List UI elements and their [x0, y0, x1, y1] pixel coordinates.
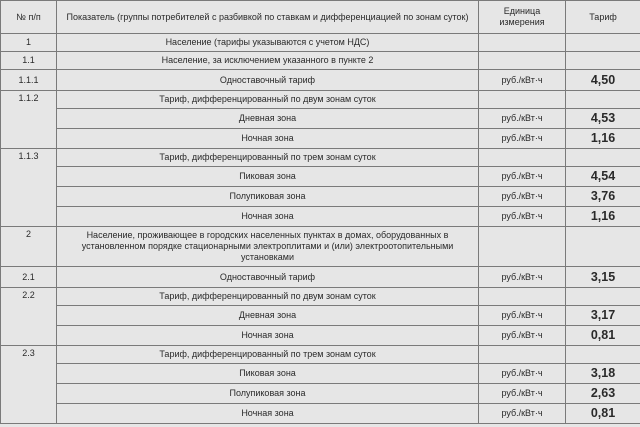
table-row: [1, 288, 640, 306]
table-row: [1, 404, 640, 424]
row-num: 1.1.1: [1, 70, 57, 91]
row-text: Тариф, дифференцированный по двум зонам суток: [57, 288, 479, 306]
row-text: Пиковая зона: [57, 167, 479, 187]
row-value: 4,53: [566, 109, 640, 129]
table-row: [1, 52, 640, 70]
row-unit: руб./кВт·ч: [479, 364, 566, 384]
table-row: [1, 306, 640, 326]
row-unit: [479, 346, 566, 364]
row-value: 0,81: [566, 404, 640, 424]
row-num: 1.1: [1, 52, 57, 70]
row-unit: руб./кВт·ч: [479, 384, 566, 404]
table-row: [1, 187, 640, 207]
table-row: [1, 129, 640, 149]
header-indicator: Показатель (группы потребителей с разбивкой по ставкам и дифференциацией по зонам суток): [57, 1, 479, 34]
row-num: 1: [1, 34, 57, 52]
row-text: Пиковая зона: [57, 364, 479, 384]
row-value: 3,17: [566, 306, 640, 326]
row-value: [566, 91, 640, 109]
row-unit: [479, 149, 566, 167]
table-row: [1, 364, 640, 384]
row-unit: [479, 91, 566, 109]
table-row: [1, 167, 640, 187]
row-text: Тариф, дифференцированный по трем зонам суток: [57, 149, 479, 167]
row-unit: руб./кВт·ч: [479, 404, 566, 424]
row-unit: руб./кВт·ч: [479, 306, 566, 326]
row-value: 3,15: [566, 267, 640, 288]
row-unit: руб./кВт·ч: [479, 267, 566, 288]
row-num: 2.2: [1, 288, 57, 346]
table-header-row: [1, 1, 640, 34]
row-value: 1,16: [566, 207, 640, 227]
table-row: [1, 207, 640, 227]
table-row: [1, 91, 640, 109]
row-text: Тариф, дифференцированный по трем зонам суток: [57, 346, 479, 364]
row-unit: руб./кВт·ч: [479, 109, 566, 129]
row-value: 3,76: [566, 187, 640, 207]
row-text: Ночная зона: [57, 326, 479, 346]
row-unit: руб./кВт·ч: [479, 70, 566, 91]
row-num: 2: [1, 227, 57, 267]
row-value: 1,16: [566, 129, 640, 149]
row-text: Население (тарифы указываются с учетом НДС): [57, 34, 479, 52]
row-unit: [479, 288, 566, 306]
table-row: [1, 109, 640, 129]
table-row: [1, 326, 640, 346]
row-text: Ночная зона: [57, 404, 479, 424]
table-row: [1, 384, 640, 404]
row-value: [566, 288, 640, 306]
row-value: 0,81: [566, 326, 640, 346]
row-text: Полупиковая зона: [57, 187, 479, 207]
row-unit: руб./кВт·ч: [479, 187, 566, 207]
row-value: [566, 346, 640, 364]
row-value: 2,63: [566, 384, 640, 404]
header-unit: Единица измерения: [479, 1, 566, 34]
row-text: Население, проживающее в городских населенных пунктах в домах, оборудованных в установленном порядке стационарными электроплитами и (или) электроотопительными установками: [57, 227, 479, 267]
header-num: № п/п: [1, 1, 57, 34]
row-value: [566, 227, 640, 267]
row-unit: [479, 34, 566, 52]
table-row: [1, 346, 640, 364]
row-text: Дневная зона: [57, 306, 479, 326]
row-value: [566, 34, 640, 52]
table-row: [1, 34, 640, 52]
row-unit: руб./кВт·ч: [479, 207, 566, 227]
row-unit: [479, 52, 566, 70]
table-row: [1, 149, 640, 167]
table-row: [1, 227, 640, 267]
row-num: 1.1.2: [1, 91, 57, 149]
row-text: Ночная зона: [57, 207, 479, 227]
table-row: [1, 267, 640, 288]
header-tariff: Тариф: [566, 1, 640, 34]
row-value: 4,54: [566, 167, 640, 187]
row-unit: [479, 227, 566, 267]
row-unit: руб./кВт·ч: [479, 129, 566, 149]
row-num: 2.1: [1, 267, 57, 288]
row-text: Одноставочный тариф: [57, 267, 479, 288]
row-value: 4,50: [566, 70, 640, 91]
row-text: Полупиковая зона: [57, 384, 479, 404]
row-value: 3,18: [566, 364, 640, 384]
table-row: [1, 70, 640, 91]
row-unit: руб./кВт·ч: [479, 167, 566, 187]
row-value: [566, 149, 640, 167]
row-text: Дневная зона: [57, 109, 479, 129]
row-unit: руб./кВт·ч: [479, 326, 566, 346]
row-num: 2.3: [1, 346, 57, 424]
row-text: Тариф, дифференцированный по двум зонам суток: [57, 91, 479, 109]
row-value: [566, 52, 640, 70]
row-text: Население, за исключением указанного в пункте 2: [57, 52, 479, 70]
row-text: Ночная зона: [57, 129, 479, 149]
row-text: Одноставочный тариф: [57, 70, 479, 91]
row-num: 1.1.3: [1, 149, 57, 227]
